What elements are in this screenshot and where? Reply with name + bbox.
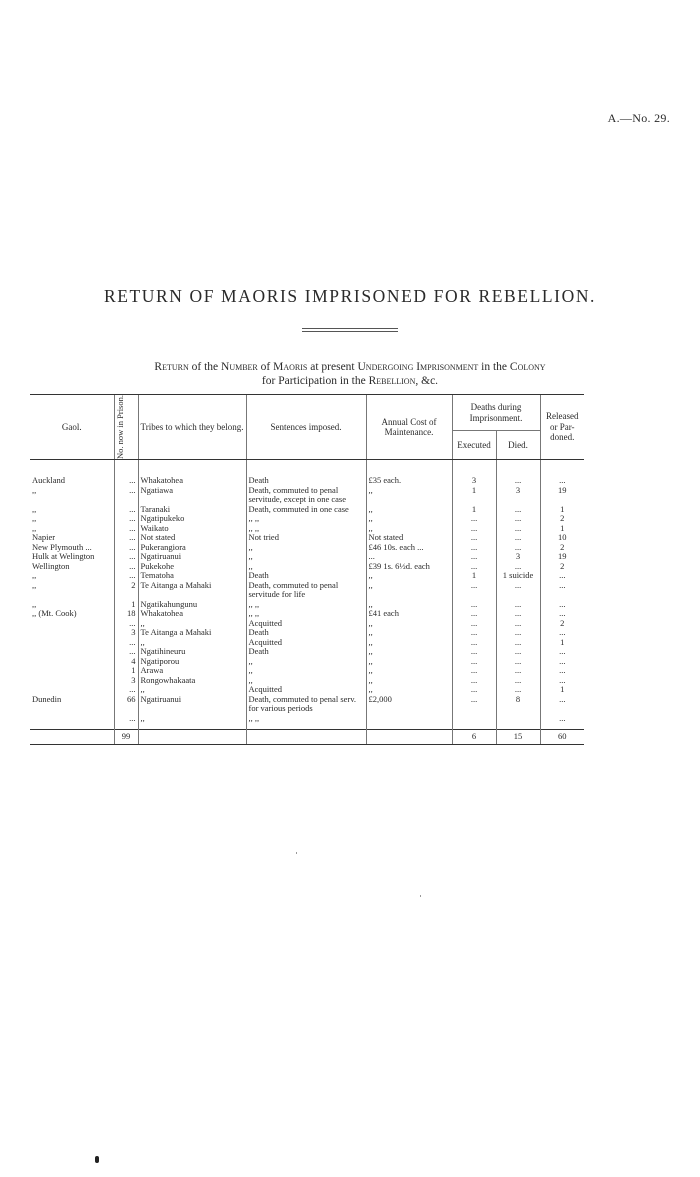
- cost-cell: ,,: [366, 647, 452, 657]
- sentence-cell: ,,: [246, 666, 366, 676]
- sentence-cell: Not tried: [246, 533, 366, 543]
- cost-cell: £35 each.: [366, 460, 452, 486]
- tribe-cell: Taranaki: [138, 505, 246, 515]
- died-cell: ...: [496, 505, 540, 515]
- return-table-wrapper: [30, 394, 584, 745]
- header-executed: Executed: [452, 431, 496, 460]
- died-cell: ...: [496, 685, 540, 695]
- header-no-in-prison: [114, 395, 138, 460]
- gaol-cell: ,,: [32, 522, 37, 533]
- header-gaol: Gaol.: [30, 395, 114, 460]
- return-table: [30, 394, 584, 745]
- no-in-prison-cell: ...: [114, 460, 138, 486]
- caption-word: in the: [478, 361, 510, 373]
- no-in-prison-cell: ...: [114, 714, 138, 730]
- cost-cell: ,,: [366, 600, 452, 610]
- cost-cell: [366, 714, 452, 730]
- totals-empty-cell: [246, 730, 366, 745]
- table-row: [30, 581, 584, 600]
- no-in-prison-cell: ...: [114, 647, 138, 657]
- released-cell: ...: [540, 600, 584, 610]
- cost-cell: ,,: [366, 685, 452, 695]
- table-row: [30, 562, 584, 572]
- cost-cell: £41 each: [366, 609, 452, 619]
- no-in-prison-cell: ...: [114, 486, 138, 505]
- table-row: [30, 638, 584, 648]
- tribe-cell: Ngatihineuru: [138, 647, 246, 657]
- died-cell: ...: [496, 647, 540, 657]
- table-row: [30, 628, 584, 638]
- totals-empty-cell: [366, 730, 452, 745]
- died-cell: 3: [496, 486, 540, 505]
- no-in-prison-cell: 66: [114, 695, 138, 714]
- header-sentences: Sentences imposed.: [246, 395, 366, 460]
- released-cell: 2: [540, 619, 584, 629]
- caption-word: of: [257, 361, 274, 373]
- executed-cell: [452, 714, 496, 730]
- released-cell: ...: [540, 609, 584, 619]
- tribe-cell: Ngatiruanui: [138, 552, 246, 562]
- no-in-prison-cell: ...: [114, 552, 138, 562]
- cost-cell: ,,: [366, 619, 452, 629]
- table-row: [30, 609, 584, 619]
- tribe-cell: Te Aitanga a Mahaki: [138, 581, 246, 600]
- gaol-cell: ,,: [32, 570, 37, 580]
- cost-cell: ,,: [366, 657, 452, 667]
- died-cell: ...: [496, 600, 540, 610]
- died-cell: ...: [496, 543, 540, 553]
- table-row: [30, 619, 584, 629]
- executed-cell: ...: [452, 647, 496, 657]
- sentence-cell: Acquitted: [246, 619, 366, 629]
- died-cell: ...: [496, 657, 540, 667]
- released-cell: 1: [540, 638, 584, 648]
- tribe-cell: Whakatohea: [138, 460, 246, 486]
- totals-empty-cell: [138, 730, 246, 745]
- gaol-cell: [30, 657, 114, 667]
- cost-cell: ,,: [366, 505, 452, 515]
- no-in-prison-cell: ...: [114, 505, 138, 515]
- tribe-cell: Ngatiawa: [138, 486, 246, 505]
- sentence-cell: Death: [246, 628, 366, 638]
- died-cell: ...: [496, 524, 540, 534]
- sentence-cell: ,, ,,: [246, 524, 366, 534]
- table-row: [30, 695, 584, 714]
- died-cell: ...: [496, 638, 540, 648]
- page-reference: A.—No. 29.: [607, 111, 670, 125]
- table-row: [30, 533, 584, 543]
- released-cell: ...: [540, 460, 584, 486]
- header-died: Died.: [496, 431, 540, 460]
- died-cell: 1 suicide: [496, 571, 540, 581]
- table-row: [30, 524, 584, 534]
- no-in-prison-cell: ...: [114, 638, 138, 648]
- released-cell: 2: [540, 543, 584, 553]
- table-row: [30, 714, 584, 730]
- total-released: 60: [540, 730, 584, 745]
- executed-cell: ...: [452, 666, 496, 676]
- caption-word: Number: [221, 361, 258, 373]
- died-cell: ...: [496, 676, 540, 686]
- died-cell: ...: [496, 619, 540, 629]
- no-in-prison-cell: 1: [114, 600, 138, 610]
- table-row: [30, 600, 584, 610]
- caption-word: Rebellion: [368, 375, 416, 387]
- cost-cell: ,,: [366, 514, 452, 524]
- died-cell: 3: [496, 552, 540, 562]
- executed-cell: ...: [452, 533, 496, 543]
- table-row: [30, 460, 584, 486]
- no-in-prison-cell: 4: [114, 657, 138, 667]
- no-in-prison-cell: ...: [114, 543, 138, 553]
- no-in-prison-cell: 18: [114, 609, 138, 619]
- released-cell: ...: [540, 666, 584, 676]
- released-cell: ...: [540, 676, 584, 686]
- no-in-prison-cell: ...: [114, 533, 138, 543]
- gaol-cell: [30, 619, 114, 629]
- tribe-cell: Tematoha: [138, 571, 246, 581]
- executed-cell: ...: [452, 581, 496, 600]
- tribe-cell: Not stated: [138, 533, 246, 543]
- gaol-cell: ,,: [32, 579, 37, 590]
- totals-row: [30, 730, 584, 745]
- table-row: [30, 552, 584, 562]
- table-row: [30, 676, 584, 686]
- sentence-cell: Acquitted: [246, 685, 366, 695]
- released-cell: 1: [540, 524, 584, 534]
- table-caption: [0, 360, 700, 388]
- page-title: RETURN OF MAORIS IMPRISONED FOR REBELLION.: [103, 286, 597, 306]
- tribe-cell: Ngatipukeko: [138, 514, 246, 524]
- paper-speck: [420, 895, 421, 897]
- sentence-cell: ,, ,,: [246, 600, 366, 610]
- table-row: [30, 657, 584, 667]
- gaol-cell: [30, 638, 114, 648]
- executed-cell: ...: [452, 543, 496, 553]
- caption-word: , &c.: [415, 375, 439, 387]
- released-cell: ...: [540, 647, 584, 657]
- died-cell: ...: [496, 581, 540, 600]
- paper-speck: [296, 852, 297, 854]
- caption-word: Undergoing Imprisonment: [357, 361, 479, 373]
- caption-line-2: [0, 374, 700, 388]
- released-cell: 1: [540, 505, 584, 515]
- tribe-cell: ,,: [138, 638, 246, 648]
- sentence-cell: ,, ,,: [246, 514, 366, 524]
- no-in-prison-cell: ...: [114, 562, 138, 572]
- executed-cell: ...: [452, 562, 496, 572]
- cost-cell: £46 10s. each ...: [366, 543, 452, 553]
- ink-blot: [95, 1156, 99, 1163]
- gaol-cell: Auckland: [32, 475, 66, 485]
- sentence-cell: Death, commuted in one case: [246, 505, 366, 515]
- released-cell: 19: [540, 486, 584, 505]
- sentence-cell: ,, ,,: [246, 714, 366, 730]
- cost-cell: ,,: [366, 628, 452, 638]
- cost-cell: Not stated: [366, 533, 452, 543]
- no-in-prison-cell: ...: [114, 571, 138, 581]
- sentence-cell: ,,: [246, 657, 366, 667]
- total-no-in-prison: 99: [114, 730, 138, 745]
- executed-cell: ...: [452, 695, 496, 714]
- sentence-cell: Death, commuted to penal servitude, except in one case: [246, 486, 366, 505]
- released-cell: ...: [540, 695, 584, 714]
- gaol-cell: ,,: [32, 503, 37, 514]
- released-cell: ...: [540, 628, 584, 638]
- died-cell: ...: [496, 628, 540, 638]
- released-cell: ...: [540, 714, 584, 730]
- cost-cell: ,,: [366, 676, 452, 686]
- executed-cell: 3: [452, 460, 496, 486]
- caption-word: Maoris: [273, 361, 308, 373]
- died-cell: 8: [496, 695, 540, 714]
- header-cost: Annual Cost of Maintenance.: [366, 395, 452, 460]
- executed-cell: ...: [452, 609, 496, 619]
- died-cell: ...: [496, 460, 540, 486]
- tribe-cell: Rongowhakaata: [138, 676, 246, 686]
- gaol-cell: ,,: [32, 598, 37, 609]
- released-cell: 19: [540, 552, 584, 562]
- cost-cell: ,,: [366, 666, 452, 676]
- tribe-cell: ,,: [138, 714, 246, 730]
- cost-cell: ,,: [366, 571, 452, 581]
- gaol-cell: Napier: [32, 532, 56, 542]
- title-rule-bottom: [302, 331, 398, 332]
- died-cell: ...: [496, 609, 540, 619]
- sentence-cell: ,,: [246, 552, 366, 562]
- gaol-cell: [30, 714, 114, 730]
- no-in-prison-cell: 3: [114, 676, 138, 686]
- table-row: [30, 505, 584, 515]
- cost-cell: ,,: [366, 638, 452, 648]
- tribe-cell: Pukekohe: [138, 562, 246, 572]
- sentence-cell: ,,: [246, 676, 366, 686]
- released-cell: ...: [540, 657, 584, 667]
- sentence-cell: Death, commuted to penal servitude for life: [246, 581, 366, 600]
- executed-cell: ...: [452, 628, 496, 638]
- executed-cell: ...: [452, 657, 496, 667]
- sentence-cell: Acquitted: [246, 638, 366, 648]
- released-cell: 10: [540, 533, 584, 543]
- caption-word: of the: [188, 361, 222, 373]
- died-cell: ...: [496, 533, 540, 543]
- executed-cell: 1: [452, 505, 496, 515]
- caption-word: for Participation in the: [261, 375, 369, 387]
- died-cell: ...: [496, 514, 540, 524]
- tribe-cell: Waikato: [138, 524, 246, 534]
- tribe-cell: Whakatohea: [138, 609, 246, 619]
- no-in-prison-cell: 2: [114, 581, 138, 600]
- tribe-cell: Te Aitanga a Mahaki: [138, 628, 246, 638]
- cost-cell: ,,: [366, 524, 452, 534]
- tribe-cell: Ngatiporou: [138, 657, 246, 667]
- executed-cell: ...: [452, 600, 496, 610]
- tribe-cell: Ngatikahungunu: [138, 600, 246, 610]
- table-row: [30, 543, 584, 553]
- sentence-cell: Death: [246, 460, 366, 486]
- gaol-cell: ,,: [32, 513, 37, 523]
- cost-cell: £39 1s. 6½d. each: [366, 562, 452, 572]
- executed-cell: ...: [452, 552, 496, 562]
- released-cell: 2: [540, 562, 584, 572]
- no-in-prison-cell: 3: [114, 628, 138, 638]
- cost-cell: £2,000: [366, 695, 452, 714]
- caption-word: at present: [307, 361, 358, 373]
- no-in-prison-cell: ...: [114, 619, 138, 629]
- title-rule-top: [302, 328, 398, 329]
- no-in-prison-cell: ...: [114, 514, 138, 524]
- executed-cell: ...: [452, 514, 496, 524]
- gaol-cell: Hulk at Welington: [32, 551, 95, 561]
- totals-label-cell: [30, 730, 114, 745]
- caption-line-1: [0, 360, 700, 374]
- cost-cell: ,,: [366, 581, 452, 600]
- gaol-cell: [30, 647, 114, 657]
- gaol-cell: ,, (Mt. Cook): [32, 608, 77, 618]
- total-executed: 6: [452, 730, 496, 745]
- gaol-cell: Wellington: [32, 560, 70, 571]
- table-row: [30, 666, 584, 676]
- released-cell: 1: [540, 685, 584, 695]
- gaol-cell: [30, 676, 114, 686]
- died-cell: [496, 714, 540, 730]
- executed-cell: ...: [452, 524, 496, 534]
- executed-cell: ...: [452, 676, 496, 686]
- table-row: [30, 486, 584, 505]
- sentence-cell: Death: [246, 647, 366, 657]
- caption-word: Return: [154, 361, 189, 373]
- cost-cell: ...: [366, 552, 452, 562]
- no-in-prison-cell: 1: [114, 666, 138, 676]
- total-died: 15: [496, 730, 540, 745]
- executed-cell: ...: [452, 638, 496, 648]
- released-cell: ...: [540, 581, 584, 600]
- gaol-cell: Dunedin: [32, 693, 62, 704]
- died-cell: ...: [496, 666, 540, 676]
- tribe-cell: ,,: [138, 619, 246, 629]
- executed-cell: ...: [452, 619, 496, 629]
- executed-cell: 1: [452, 486, 496, 505]
- caption-word: Colony: [509, 361, 546, 373]
- header-tribes: Tribes to which they belong.: [138, 395, 246, 460]
- sentence-cell: ,, ,,: [246, 609, 366, 619]
- tribe-cell: ,,: [138, 685, 246, 695]
- gaol-cell: [30, 628, 114, 638]
- tribe-cell: Arawa: [138, 666, 246, 676]
- table-row: [30, 647, 584, 657]
- died-cell: ...: [496, 562, 540, 572]
- sentence-cell: Death, commuted to penal serv. for various periods: [246, 695, 366, 714]
- gaol-cell: ,,: [32, 484, 37, 495]
- no-in-prison-cell: ...: [114, 524, 138, 534]
- no-in-prison-cell: ...: [114, 685, 138, 695]
- header-no-in-prison-text: No. now in Prison.: [114, 395, 125, 459]
- released-cell: ...: [540, 571, 584, 581]
- sentence-cell: ,,: [246, 562, 366, 572]
- released-cell: 2: [540, 514, 584, 524]
- sentence-cell: ,,: [246, 543, 366, 553]
- tribe-cell: Ngatiruanui: [138, 695, 246, 714]
- header-deaths: Deaths during Imprisonment.: [452, 395, 540, 431]
- gaol-cell: [30, 666, 114, 676]
- gaol-cell: New Plymouth ...: [32, 541, 92, 552]
- header-released: Released or Par- doned.: [540, 395, 584, 460]
- table-row: [30, 514, 584, 524]
- tribe-cell: Pukerangiora: [138, 543, 246, 553]
- executed-cell: 1: [452, 571, 496, 581]
- sentence-cell: Death: [246, 571, 366, 581]
- table-body: [30, 460, 584, 730]
- cost-cell: ,,: [366, 486, 452, 505]
- executed-cell: ...: [452, 685, 496, 695]
